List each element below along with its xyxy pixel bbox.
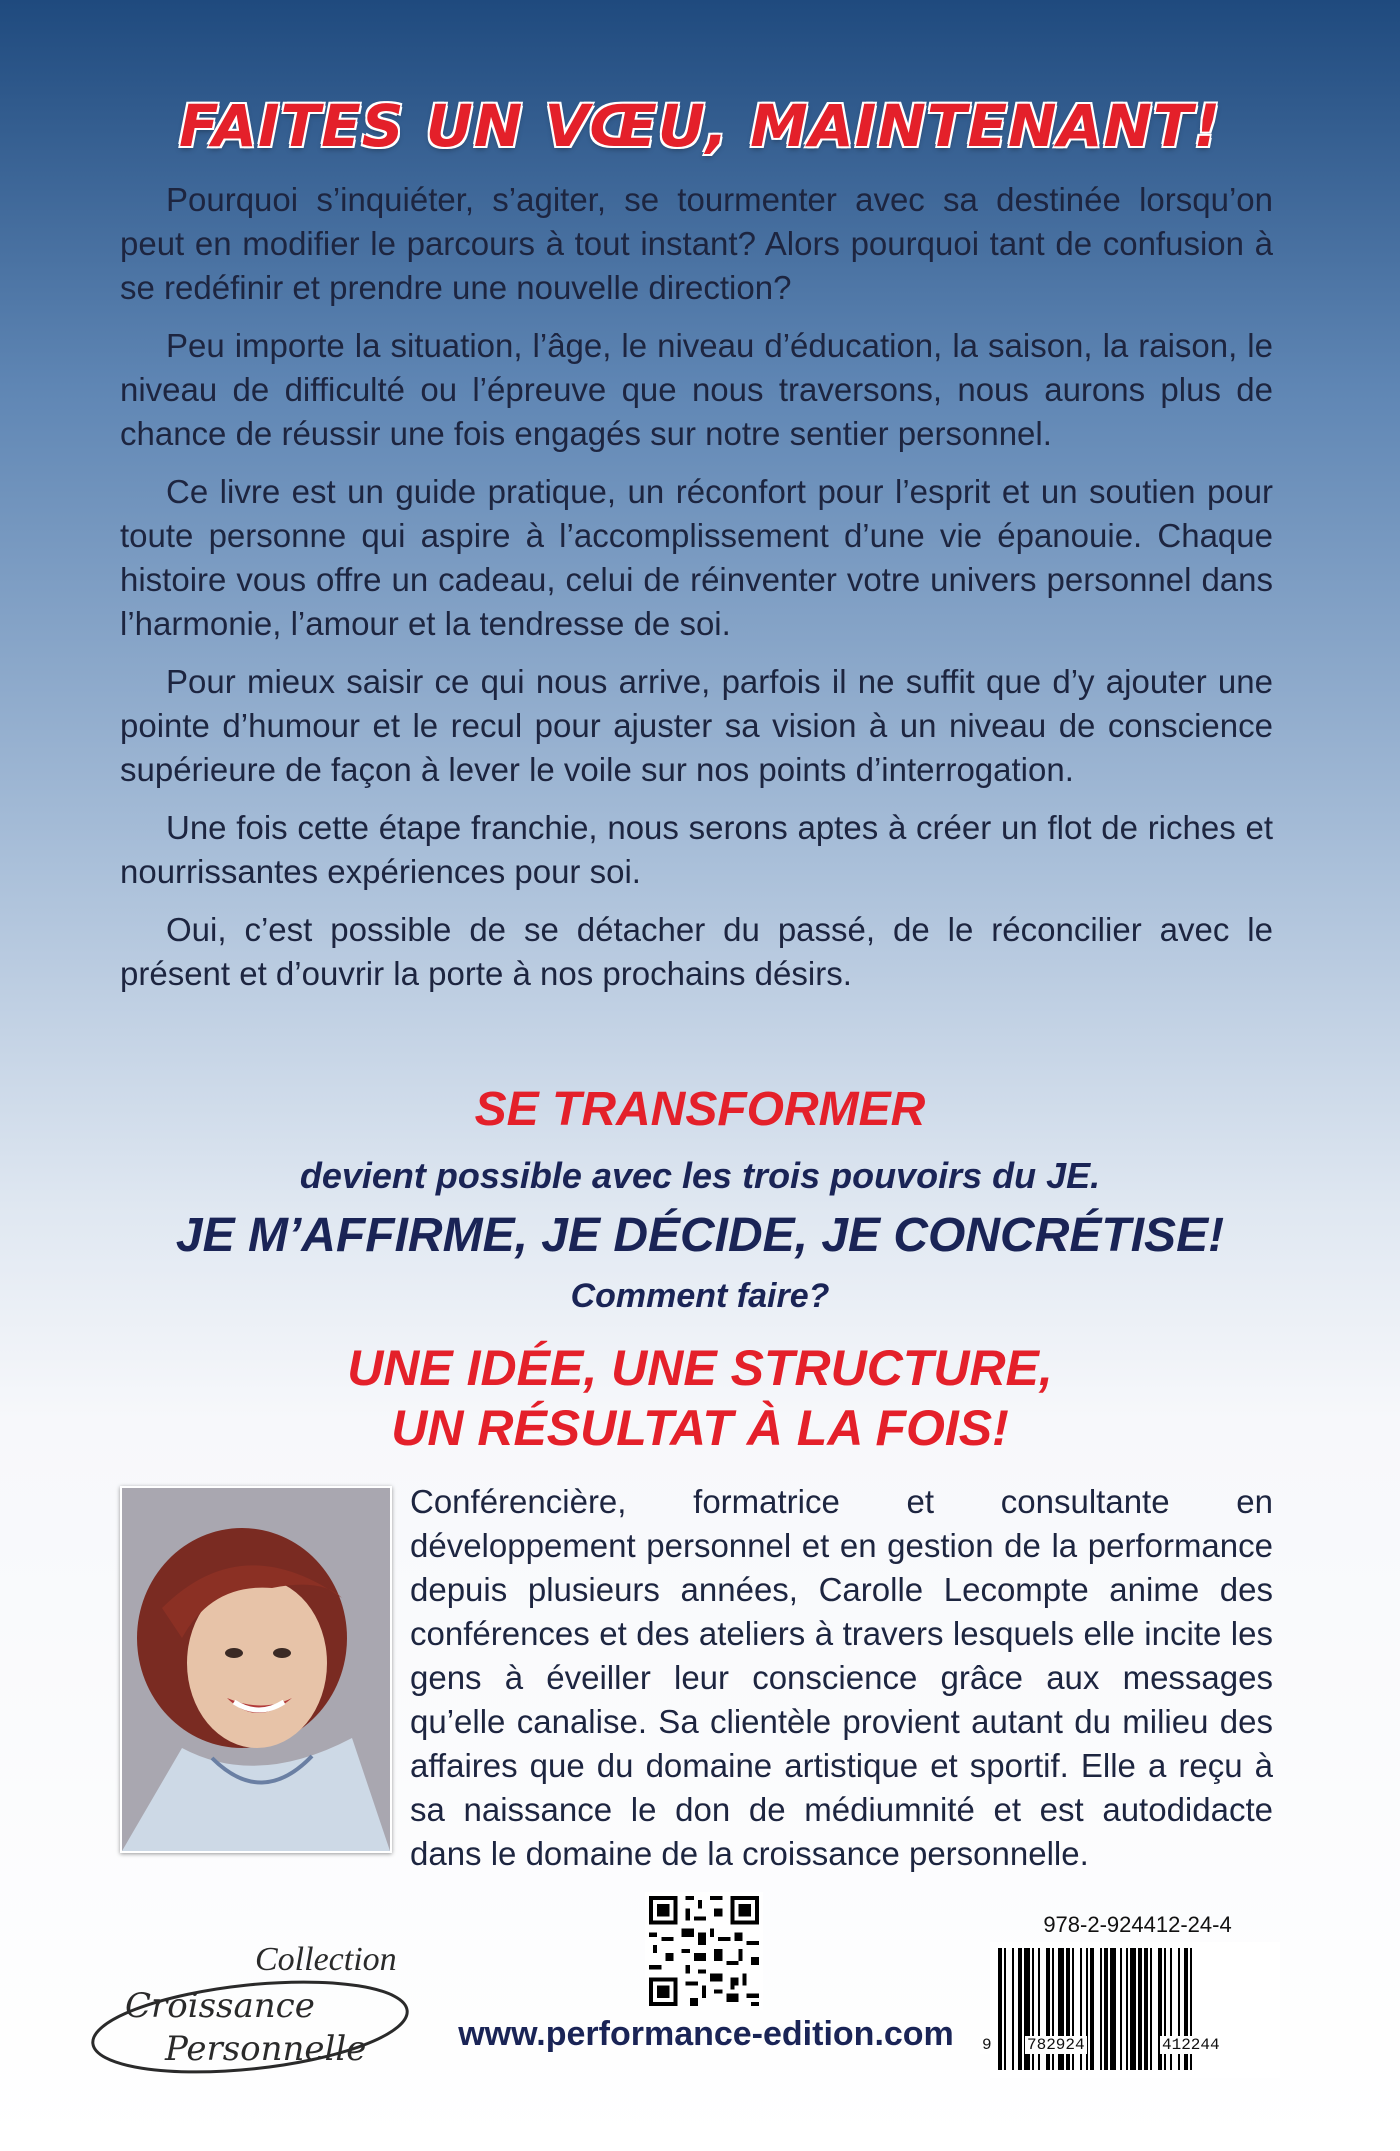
isbn-barcode [990,1942,1280,2078]
barcode-digit-group-2: 412244 [1162,2036,1220,2054]
slogan-line-2: UN RÉSULTAT À LA FOIS! [391,1400,1009,1456]
blurb-paragraph: Pour mieux saisir ce qui nous arrive, parfois il ne suffit que d’y ajouter une pointe d’humour et le recul pour ajuster sa vision à un niveau de conscience supérieure de façon à lever le voile sur nos points d’interrogation. [120,663,1273,788]
qr-code[interactable] [645,1892,763,2010]
barcode-digit-prefix: 9 [982,2036,992,2054]
blurb [120,178,1273,1010]
logo-line-1: Croissance [125,1986,315,2026]
author-portrait-illustration [122,1488,390,1851]
logo-collection-text: Collection [255,1941,397,1978]
collection-logo [85,1922,415,2082]
cover-title: FAITES UN VŒU, MAINTENANT! [178,92,1222,160]
blurb-paragraph: Une fois cette étape franchie, nous serons aptes à créer un flot de riches et nourrissantes expériences pour soi. [120,809,1273,890]
blurb-paragraph: Ce livre est un guide pratique, un réconfort pour l’esprit et un soutien pour toute personne qui aspire à l’accomplissement d’une vie épanouie. Chaque histoire vous offre un cadeau, celui de réinventer votre univers personnel dans l’harmonie, l’amour et la tendresse de soi. [120,473,1273,642]
barcode-icon [990,1942,1280,2078]
collection-logo-graphic [85,1922,415,2082]
headline-subtitle: devient possible avec les trois pouvoirs du JE. [299,1155,1101,1196]
isbn-text: 978-2-924412-24-4 [1043,1912,1232,1937]
barcode-digit-group-1: 782924 [1027,2036,1085,2054]
blurb-paragraph: Pourquoi s’inquiéter, s’agiter, se tourmenter avec sa destinée lorsqu’on peut en modifier le parcours à tout instant? Alors pourquoi tant de confusion à se redéfinir et prendre une nouvelle direction? [120,181,1273,306]
headline-question: Comment faire? [570,1277,830,1315]
author-photo [120,1486,392,1853]
blurb-paragraph: Oui, c’est possible de se détacher du passé, de le réconcilier avec le présent et d’ouvrir la porte à nos prochains désirs. [120,911,1273,992]
author-bio: Conférencière, formatrice et consultante en développement personnel et en gestion de la performance depuis plusieurs années, Carolle Lecompte anime des conférences et des ateliers à travers lesquels elle incite les gens à éveiller leur conscience grâce aux messages qu’elle canalise. Sa clientèle provient autant du milieu des affaires que du domaine artistique et sportif. Elle a reçu à sa naissance le don de médiumnité et est autodidacte dans le domaine de la croissance personnelle. [410,1483,1273,1872]
logo-line-2: Personnelle [165,2029,367,2069]
blurb-paragraph: Peu importe la situation, l’âge, le niveau d’éducation, la saison, la raison, le niveau de difficulté ou l’épreuve que nous traversons, nous aurons plus de chance de réussir une fois engagés sur notre sentier personnel. [120,327,1273,452]
publisher-website-link[interactable]: www.performance-edition.com [458,2015,954,2053]
headline-slogan [0,1338,1400,1458]
qr-code-icon [645,1892,763,2010]
slogan-line-1: UNE IDÉE, UNE STRUCTURE, [347,1340,1053,1396]
headline-affirm: JE M’AFFIRME, JE DÉCIDE, JE CONCRÉTISE! [175,1209,1225,1262]
headline-transform: SE TRANSFORMER [474,1083,926,1136]
